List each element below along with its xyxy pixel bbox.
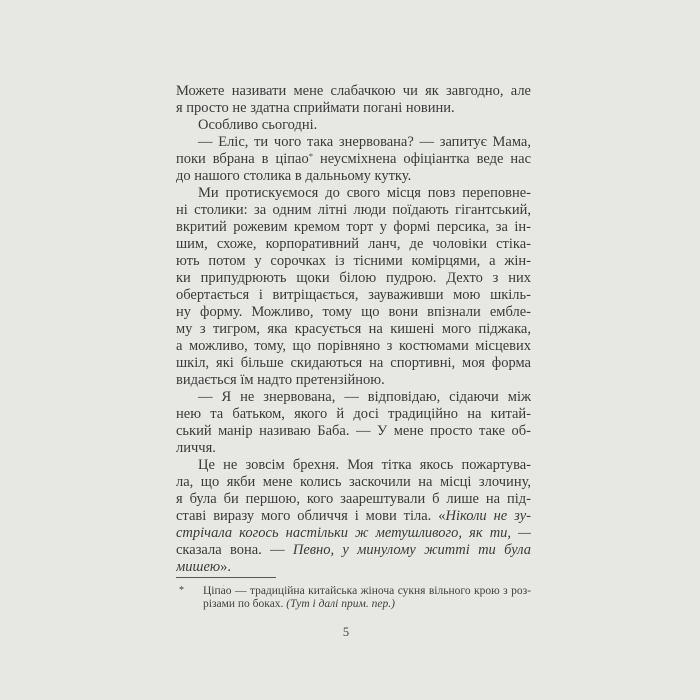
text-segment: а можливо, тому, що порівняно з костюмами місцевих xyxy=(176,338,531,354)
text-line xyxy=(176,287,531,304)
text-line xyxy=(176,168,531,185)
text-line xyxy=(176,474,531,491)
text-segment: я просто не здатна сприймати погані новини. xyxy=(176,100,455,116)
text-line xyxy=(176,355,531,372)
text-line xyxy=(176,525,531,542)
text-segment: Особливо сьогодні. xyxy=(198,117,318,133)
text-line xyxy=(176,457,531,474)
italic-text: Певно, у минулому житті ти була xyxy=(292,542,531,558)
footnote xyxy=(176,577,531,611)
text-line xyxy=(176,219,531,236)
text-segment: — Я не знервована, — відповідаю, сідаючи між xyxy=(198,389,531,405)
text-segment: до нашого столика в дальньому кутку. xyxy=(176,168,412,184)
text-segment: му з тигром, яка красується на кишені мого піджака, xyxy=(176,321,531,337)
main-text xyxy=(176,83,531,576)
italic-text: стрічала когось настільки ж метушливого, як ти, — xyxy=(176,525,531,541)
text-line xyxy=(176,440,531,457)
text-segment: шим, схоже, корпоративний ланч, де чоловіки стіка- xyxy=(176,236,531,252)
text-line xyxy=(176,151,531,168)
footnote-separator xyxy=(176,577,276,578)
text-line xyxy=(176,202,531,219)
text-line xyxy=(176,423,531,440)
text-segment: різами по боках. xyxy=(203,598,287,610)
text-line xyxy=(176,117,531,134)
text-segment: Ціпа́о — традиційна китайська жіноча сукня вільного крою з роз- xyxy=(203,585,531,597)
text-segment: ставі виразу мого обличчя і мови тіла. « xyxy=(176,508,446,524)
text-segment: личчя. xyxy=(176,440,216,456)
text-segment: ський манір називаю Баба. — У мене просто таке об- xyxy=(176,423,531,439)
text-segment: Ми протискуємося до свого місця повз переповне- xyxy=(198,185,531,201)
text-segment: ну форму. Можливо, тому що вони впізнали ембле- xyxy=(176,304,531,320)
text-segment: ». xyxy=(220,559,231,575)
text-segment: неусміхнена офіціантка веде нас xyxy=(313,151,531,167)
footnote-line xyxy=(203,598,531,611)
footnote-body xyxy=(176,585,531,611)
text-line xyxy=(176,134,531,151)
text-line xyxy=(176,542,531,559)
text-segment: обертається і витріщається, зауваживши мою шкіль- xyxy=(176,287,531,303)
text-line xyxy=(176,491,531,508)
text-segment: шкіл, які більше скидаються на спортивні, моя форма xyxy=(176,355,531,371)
text-line xyxy=(176,253,531,270)
text-line xyxy=(176,270,531,287)
text-segment: Можете називати мене слабачкою чи як завгодно, але xyxy=(176,83,531,99)
text-line xyxy=(176,508,531,525)
italic-text: (Тут і далі прим. пер.) xyxy=(286,598,395,610)
text-line xyxy=(176,304,531,321)
text-line xyxy=(176,185,531,202)
text-segment: я була би першою, кого заарештували б лише на під- xyxy=(176,491,531,507)
footnote-marker: * xyxy=(179,585,184,596)
text-segment: ки припудрюють щоки білою пудрою. Дехто з них xyxy=(176,270,531,286)
text-line xyxy=(176,83,531,100)
text-segment: вкритий рожевим кремом торт у формі персика, за ін- xyxy=(176,219,531,235)
text-segment: ють потом у сорочках із тісними комірцями, а жін- xyxy=(176,253,531,269)
text-segment: видається їм надто претензійною. xyxy=(176,372,385,388)
text-segment: сказала вона. — xyxy=(176,542,293,558)
footnote-text xyxy=(203,585,531,611)
text-line xyxy=(176,559,531,576)
text-line xyxy=(176,372,531,389)
footnote-reference-marker: * xyxy=(308,151,314,162)
text-segment: ні столики: за одним літні люди поїдають гігантський, xyxy=(176,202,531,218)
text-segment: ла, що якби мене колись заскочили на місці злочину, xyxy=(176,474,531,490)
italic-text: мишею xyxy=(176,559,221,575)
page-number: 5 xyxy=(342,625,350,639)
italic-text: Ніколи не зу- xyxy=(445,508,531,524)
text-line xyxy=(176,389,531,406)
text-segment: Це не зовсім брехня. Моя тітка якось пожартува- xyxy=(198,457,531,473)
text-line xyxy=(176,321,531,338)
footnote-line xyxy=(203,585,531,598)
text-line xyxy=(176,406,531,423)
text-line xyxy=(176,236,531,253)
text-segment: поки вбрана в ціпао xyxy=(176,151,309,167)
text-segment: нею та батьком, якого й досі традиційно на китай- xyxy=(176,406,531,422)
text-line xyxy=(176,100,531,117)
text-segment: — Еліс, ти чого така знервована? — запитує Мама, xyxy=(198,134,531,150)
text-line xyxy=(176,338,531,355)
